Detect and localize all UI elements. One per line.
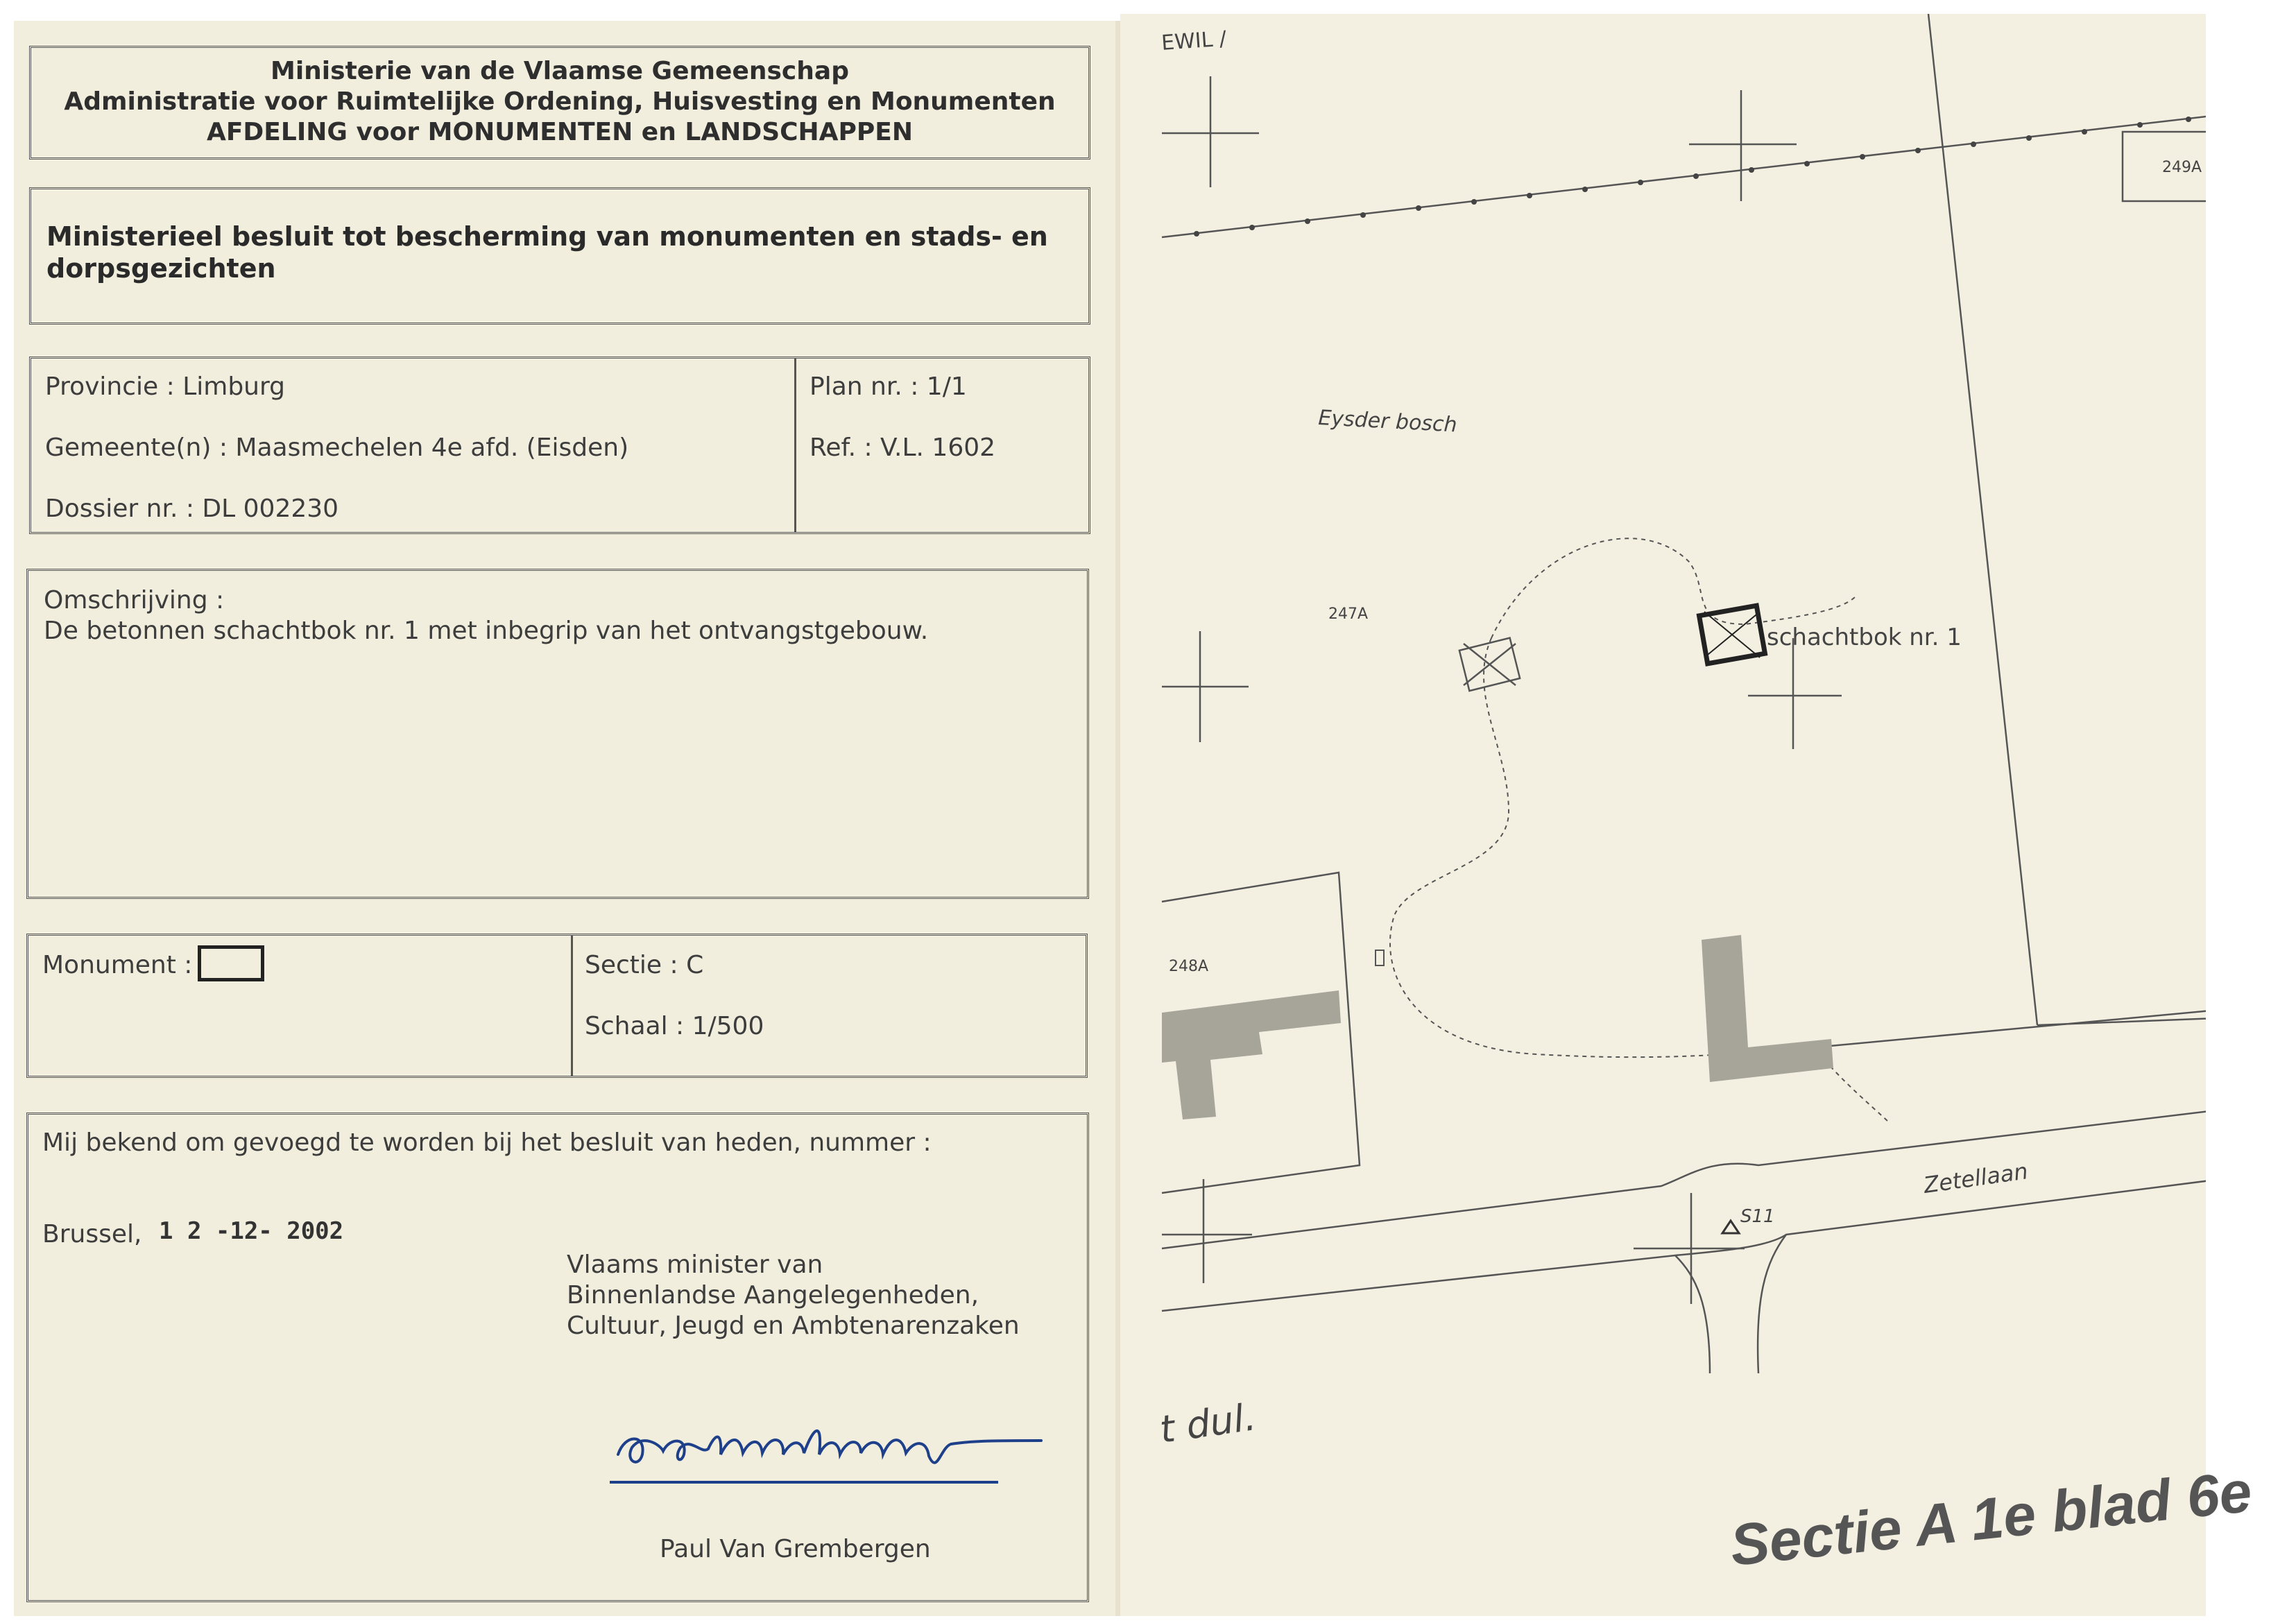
decree-title-box	[29, 187, 1090, 325]
ministry-name: Ministerie van de Vlaamse Gemeenschap	[271, 57, 849, 85]
sheet-section-label: Sectie A 1e blad 6e	[1727, 1458, 2255, 1579]
parcel-249a-label: 249A	[2162, 159, 2202, 176]
approval-date-stamp: 1 2 -12- 2002	[159, 1217, 344, 1245]
info-divider	[794, 359, 796, 532]
section-field: Sectie : C	[585, 951, 704, 979]
approval-box	[26, 1113, 1089, 1602]
handwritten-signature	[611, 1406, 1055, 1482]
province-field: Provincie : Limburg	[45, 372, 286, 401]
page-fold	[1115, 21, 1120, 1616]
approval-place: Brussel,	[42, 1220, 142, 1248]
schachtbok-label: schachtbok nr. 1	[1767, 624, 1962, 651]
map-top-fragment: EWIL /	[1160, 26, 1228, 55]
cadastral-map	[1120, 14, 2206, 1616]
schachtbok-monument-symbol	[1699, 606, 1765, 664]
minister-title-line1: Vlaams minister van	[567, 1251, 823, 1279]
scale-field: Schaal : 1/500	[585, 1012, 764, 1040]
handwritten-note: t dul.	[1157, 1395, 1259, 1452]
administration-name: Administratie voor Ruimtelijke Ordening, Huisvesting en Monumenten	[64, 87, 1056, 116]
plan-number-field: Plan nr. : 1/1	[809, 372, 967, 401]
signature-underline	[610, 1481, 998, 1484]
street-label: Zetellaan	[1921, 1158, 2030, 1199]
decree-title-line2: dorpsgezichten	[46, 253, 276, 284]
forest-label: Eysder bosch	[1317, 406, 1458, 438]
shaded-buildings	[1162, 935, 1833, 1119]
dossier-info-box	[29, 357, 1090, 534]
department-name: AFDELING voor MONUMENTEN en LANDSCHAPPEN	[206, 118, 914, 146]
secondary-structure	[1459, 638, 1520, 691]
survey-point-triangle	[1722, 1221, 1739, 1233]
parcel-247a-label: 247A	[1328, 606, 1369, 623]
description-label: Omschrijving :	[44, 586, 225, 615]
description-box	[26, 569, 1089, 899]
approval-intro: Mij bekend om gevoegd te worden bij het besluit van heden, nummer :	[42, 1128, 932, 1157]
minister-title-line3: Cultuur, Jeugd en Ambtenarenzaken	[567, 1312, 1020, 1340]
monument-legend-label: Monument :	[42, 951, 193, 979]
legend-divider	[571, 936, 573, 1076]
reference-field: Ref. : V.L. 1602	[809, 433, 996, 462]
north-boundary-line	[1162, 117, 2206, 237]
ministry-header-box	[29, 46, 1090, 160]
parcel-248a-label: 248A	[1169, 958, 1209, 975]
survey-point-label: S11	[1740, 1206, 1775, 1227]
east-boundary-line	[1928, 14, 2037, 1025]
decree-title-line1: Ministerieel besluit tot bescherming van monumenten en stads- en	[46, 221, 1048, 252]
monument-symbol	[198, 945, 264, 981]
municipality-field: Gemeente(n) : Maasmechelen 4e afd. (Eisden)	[45, 433, 629, 462]
legend-box	[26, 934, 1088, 1078]
minister-name: Paul Van Grembergen	[660, 1535, 931, 1563]
description-text: De betonnen schachtbok nr. 1 met inbegrip van het ontvangstgebouw.	[44, 617, 929, 645]
minister-title-line2: Binnenlandse Aangelegenheden,	[567, 1281, 979, 1309]
dossier-number-field: Dossier nr. : DL 002230	[45, 495, 339, 523]
